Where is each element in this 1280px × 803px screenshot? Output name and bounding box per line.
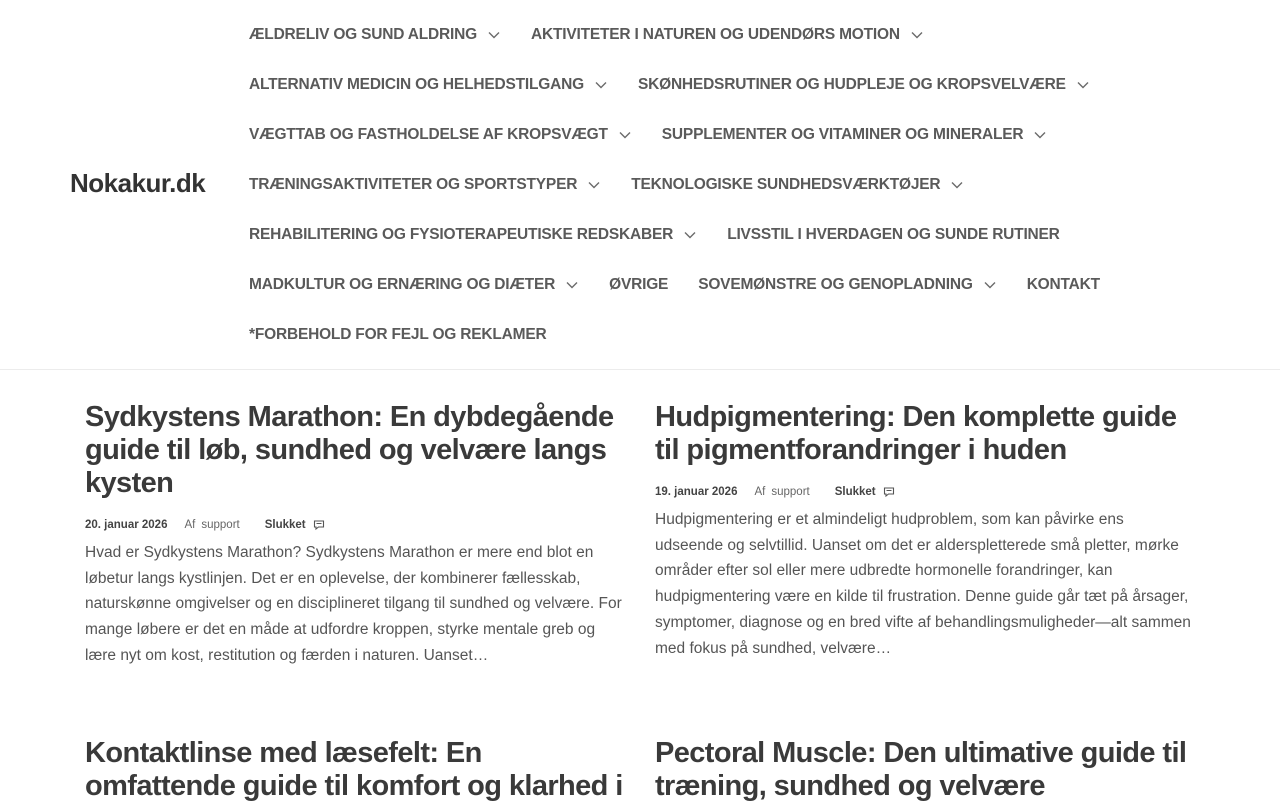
nav-item-label: AKTIVITETER I NATUREN OG UDENDØRS MOTION	[531, 26, 900, 43]
nav-item-label: SOVEMØNSTRE OG GENOPLADNING	[698, 276, 973, 293]
nav-item[interactable]	[609, 276, 668, 294]
nav-item[interactable]	[531, 26, 924, 44]
post-meta	[655, 485, 1195, 499]
chevron-down-icon[interactable]	[1033, 128, 1047, 142]
chevron-down-icon[interactable]	[683, 228, 697, 242]
chevron-down-icon[interactable]	[487, 28, 501, 42]
nav-item-label: LIVSSTIL I HVERDAGEN OG SUNDE RUTINER	[727, 226, 1060, 243]
nav-item-label: ØVRIGE	[609, 276, 669, 293]
comment-icon	[883, 486, 895, 498]
nav-row	[249, 10, 1229, 60]
nav-item-label: TRÆNINGSAKTIVITETER OG SPORTSTYPER	[249, 176, 578, 193]
post-author[interactable]: support	[201, 519, 240, 531]
nav-item[interactable]	[249, 126, 632, 144]
nav-item-label: REHABILITERING OG FYSIOTERAPEUTISKE REDSKABER	[249, 226, 674, 243]
nav-item[interactable]	[249, 276, 579, 294]
chevron-down-icon[interactable]	[1076, 78, 1090, 92]
nav-item[interactable]	[698, 276, 997, 294]
nav-item[interactable]	[249, 26, 501, 44]
nav-item[interactable]	[249, 326, 547, 344]
post-title[interactable]: Sydkystens Marathon: En dybdegående guide til løb, sundhed og velvære langs kysten	[85, 401, 614, 499]
post-card	[85, 401, 625, 669]
post-meta	[85, 518, 625, 532]
post-date[interactable]: 19. januar 2026	[655, 486, 738, 498]
post-title[interactable]: Kontaktlinse med læsefelt: En omfattende guide til komfort og klarhed i	[85, 737, 623, 802]
chevron-down-icon[interactable]	[587, 178, 601, 192]
post-comments[interactable]: Slukket	[834, 486, 876, 498]
chevron-down-icon[interactable]	[594, 78, 608, 92]
nav-item-label: KONTAKT	[1026, 276, 1100, 293]
comment-icon	[313, 519, 325, 531]
nav-item-label: SKØNHEDSRUTINER OG HUDPLEJE OG KROPSVELVÆRE	[637, 76, 1066, 93]
post-excerpt: Hvad er Sydkystens Marathon? Sydkystens Marathon er mere end blot en løbetur langs kystlinjen. Det er en oplevelse, der kombinerer fællesskab, naturskønne omgivelser og en disciplineret tilgang til sundhed og velvære. For mange løbere er det en måde at udfordre kroppen, styrke mentale greb og lære nyt om kost, restitution og færden i naturen. Uanset…	[85, 544, 622, 664]
nav-row	[249, 210, 1229, 260]
nav-row	[249, 260, 1229, 310]
site-header	[0, 0, 1280, 370]
nav-item[interactable]	[249, 176, 601, 194]
nav-row	[249, 60, 1229, 110]
post-author-prefix: Af	[754, 486, 766, 498]
chevron-down-icon[interactable]	[618, 128, 632, 142]
post-card	[85, 737, 625, 803]
post-title[interactable]: Pectoral Muscle: Den ultimative guide til træning, sundhed og velvære	[655, 737, 1187, 802]
nav-item[interactable]	[638, 76, 1090, 94]
post-author[interactable]: support	[771, 486, 810, 498]
post-date[interactable]: 20. januar 2026	[85, 519, 168, 531]
chevron-down-icon[interactable]	[910, 28, 924, 42]
nav-item-label: ALTERNATIV MEDICIN OG HELHEDSTILGANG	[249, 76, 584, 93]
nav-item-label: SUPPLEMENTER OG VITAMINER OG MINERALER	[661, 126, 1024, 143]
nav-item[interactable]	[249, 76, 608, 94]
nav-item-label: VÆGTTAB OG FASTHOLDELSE AF KROPSVÆGT	[249, 126, 608, 143]
post-excerpt: Hudpigmentering er et almindeligt hudproblem, som kan påvirke ens udseende og selvtillid. Uanset om det er alderspletterede små pletter, mørke områder efter sol eller mere udbredte hormonelle forandringer, kan hudpigmentering være en kilde til frustration. Denne guide går tæt på årsager, symptomer, diagnose og en bred vifte af behandlingsmuligheder—alt sammen med fokus på sundhed, velvære…	[655, 511, 1191, 657]
main-navigation	[249, 10, 1229, 360]
nav-item[interactable]	[1027, 276, 1100, 294]
nav-item-label: TEKNOLOGISKE SUNDHEDSVÆRKTØJER	[631, 176, 941, 193]
nav-item-label: *FORBEHOLD FOR FEJL OG REKLAMER	[249, 326, 547, 343]
post-title[interactable]: Hudpigmentering: Den komplette guide til pigmentforandringer i huden	[655, 401, 1177, 466]
nav-item-label: ÆLDRELIV OG SUND ALDRING	[249, 26, 477, 43]
nav-row	[249, 160, 1229, 210]
nav-row	[249, 110, 1229, 160]
nav-item[interactable]	[631, 176, 964, 194]
post-author-prefix: Af	[184, 519, 196, 531]
chevron-down-icon[interactable]	[983, 278, 997, 292]
site-title[interactable]: Nokakur.dk	[70, 168, 206, 198]
chevron-down-icon[interactable]	[950, 178, 964, 192]
chevron-down-icon[interactable]	[565, 278, 579, 292]
post-card	[655, 401, 1195, 661]
post-card	[655, 737, 1195, 803]
nav-item[interactable]	[662, 126, 1048, 144]
nav-row	[249, 310, 1229, 360]
post-comments[interactable]: Slukket	[264, 519, 306, 531]
nav-item[interactable]	[249, 226, 697, 244]
nav-item-label: MADKULTUR OG ERNÆRING OG DIÆTER	[249, 276, 556, 293]
nav-item[interactable]	[727, 226, 1060, 244]
